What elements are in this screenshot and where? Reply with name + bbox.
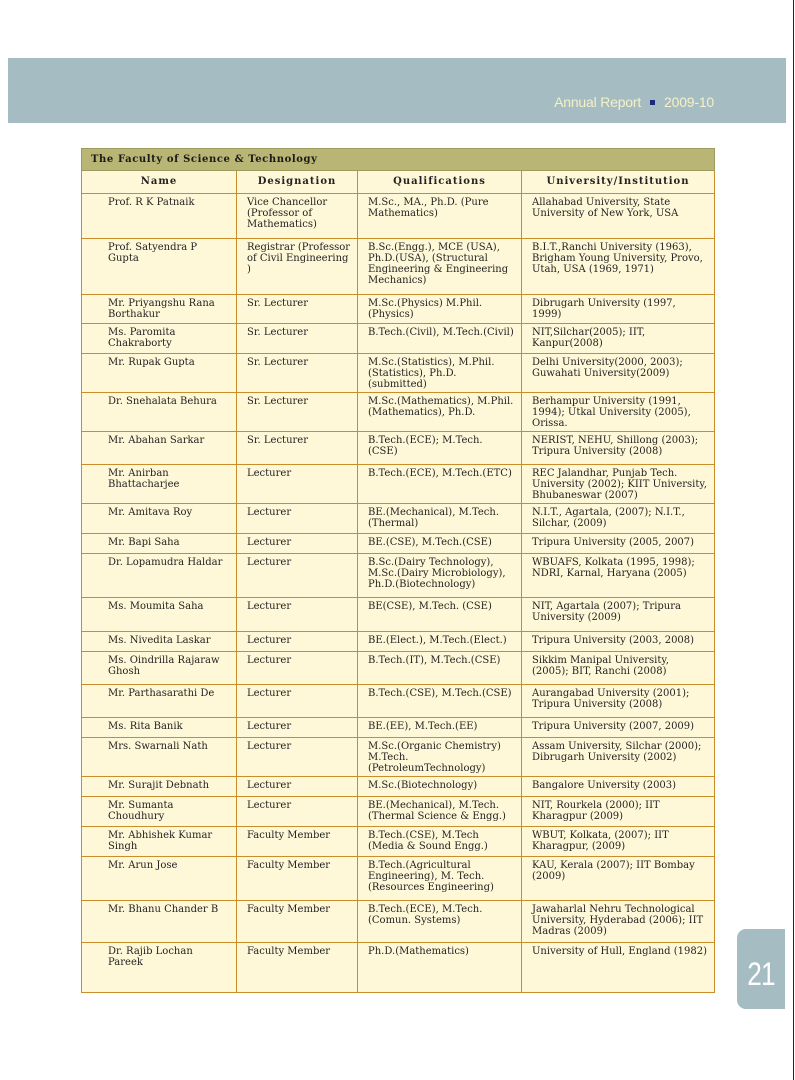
cell-name: Ms. Rita Banik — [82, 718, 237, 738]
cell-university: B.I.T.,Ranchi University (1963), Brigham Young University, Provo, Utah, USA (1969, 1971) — [522, 239, 715, 295]
table-row — [82, 738, 715, 777]
cell-designation: Lecturer — [237, 777, 358, 797]
header-band — [8, 58, 786, 123]
table-row — [82, 465, 715, 504]
table-row — [82, 797, 715, 827]
cell-designation: Lecturer — [237, 465, 358, 504]
cell-designation: Sr. Lecturer — [237, 354, 358, 393]
cell-name: Mr. Sumanta Choudhury — [82, 797, 237, 827]
cell-name: Mr. Bapi Saha — [82, 534, 237, 554]
cell-name: Mr. Rupak Gupta — [82, 354, 237, 393]
cell-qualifications: BE(CSE), M.Tech. (CSE) — [358, 598, 522, 632]
cell-university: NIT,Silchar(2005); IIT, Kanpur(2008) — [522, 324, 715, 354]
cell-qualifications: B.Tech.(CSE), M.Tech.(CSE) — [358, 685, 522, 718]
table-row — [82, 857, 715, 901]
cell-name: Mr. Abahan Sarkar — [82, 432, 237, 465]
cell-university: NIT, Rourkela (2000); IIT Kharagpur (2009) — [522, 797, 715, 827]
cell-name: Mr. Surajit Debnath — [82, 777, 237, 797]
table-row — [82, 295, 715, 324]
cell-name: Ms. Nivedita Laskar — [82, 632, 237, 652]
cell-qualifications: BE.(EE), M.Tech.(EE) — [358, 718, 522, 738]
table-row — [82, 239, 715, 295]
table-row — [82, 194, 715, 239]
cell-name: Mrs. Swarnali Nath — [82, 738, 237, 777]
cell-university: Delhi University(2000, 2003); Guwahati University(2009) — [522, 354, 715, 393]
cell-university: Tripura University (2007, 2009) — [522, 718, 715, 738]
cell-designation: Lecturer — [237, 797, 358, 827]
bullet-icon — [650, 100, 655, 105]
cell-qualifications: M.Sc., MA., Ph.D. (Pure Mathematics) — [358, 194, 522, 239]
cell-qualifications: B.Tech.(ECE), M.Tech.(ETC) — [358, 465, 522, 504]
cell-name: Mr. Parthasarathi De — [82, 685, 237, 718]
cell-university: WBUAFS, Kolkata (1995, 1998); NDRI, Karnal, Haryana (2005) — [522, 554, 715, 598]
faculty-table — [81, 148, 715, 993]
cell-designation: Sr. Lecturer — [237, 393, 358, 432]
table-row — [82, 324, 715, 354]
table-row — [82, 943, 715, 993]
cell-designation: Sr. Lecturer — [237, 324, 358, 354]
cell-qualifications: BE.(Elect.), M.Tech.(Elect.) — [358, 632, 522, 652]
cell-name: Prof. R K Patnaik — [82, 194, 237, 239]
cell-name: Dr. Rajib Lochan Pareek — [82, 943, 237, 993]
cell-university: University of Hull, England (1982) — [522, 943, 715, 993]
table-title: The Faculty of Science & Technology — [82, 149, 715, 171]
cell-designation: Lecturer — [237, 718, 358, 738]
cell-qualifications: B.Sc.(Dairy Technology), M.Sc.(Dairy Microbiology), Ph.D.(Biotechnology) — [358, 554, 522, 598]
cell-name: Mr. Priyangshu Rana Borthakur — [82, 295, 237, 324]
cell-designation: Sr. Lecturer — [237, 432, 358, 465]
cell-designation: Registrar (Professor of Civil Engineering ) — [237, 239, 358, 295]
column-header-university: University/Institution — [522, 171, 715, 194]
table-row — [82, 504, 715, 534]
table-row — [82, 432, 715, 465]
table-row — [82, 652, 715, 685]
cell-name: Ms. Moumita Saha — [82, 598, 237, 632]
table-row — [82, 534, 715, 554]
cell-qualifications: B.Tech.(Civil), M.Tech.(Civil) — [358, 324, 522, 354]
cell-designation: Vice Chancellor (Professor of Mathematics) — [237, 194, 358, 239]
cell-designation: Lecturer — [237, 652, 358, 685]
report-label — [554, 94, 714, 110]
cell-name: Mr. Arun Jose — [82, 857, 237, 901]
cell-qualifications: BE.(Mechanical), M.Tech. (Thermal Science & Engg.) — [358, 797, 522, 827]
table-row — [82, 901, 715, 943]
cell-university: Berhampur University (1991, 1994); Utkal University (2005), Orissa. — [522, 393, 715, 432]
cell-university: REC Jalandhar, Punjab Tech. University (2002); KIIT University, Bhubaneswar (2007) — [522, 465, 715, 504]
cell-designation: Lecturer — [237, 685, 358, 718]
table-row — [82, 632, 715, 652]
cell-qualifications: B.Tech.(ECE); M.Tech. (CSE) — [358, 432, 522, 465]
cell-qualifications: M.Sc.(Mathematics), M.Phil.(Mathematics), Ph.D. — [358, 393, 522, 432]
column-header-qualifications: Qualifications — [358, 171, 522, 194]
cell-university: Bangalore University (2003) — [522, 777, 715, 797]
cell-university: WBUT, Kolkata, (2007); IIT Kharagpur, (2009) — [522, 827, 715, 857]
cell-university: Jawaharlal Nehru Technological University, Hyderabad (2006); IIT Madras (2009) — [522, 901, 715, 943]
table-row — [82, 777, 715, 797]
cell-qualifications: M.Sc.(Biotechnology) — [358, 777, 522, 797]
cell-designation: Faculty Member — [237, 827, 358, 857]
column-header-designation: Designation — [237, 171, 358, 194]
cell-designation: Faculty Member — [237, 857, 358, 901]
cell-designation: Lecturer — [237, 504, 358, 534]
cell-qualifications: M.Sc.(Physics) M.Phil.(Physics) — [358, 295, 522, 324]
cell-university: NERIST, NEHU, Shillong (2003); Tripura University (2008) — [522, 432, 715, 465]
cell-name: Mr. Bhanu Chander B — [82, 901, 237, 943]
cell-university: Assam University, Silchar (2000); Dibrugarh University (2002) — [522, 738, 715, 777]
page-number: 21 — [747, 956, 775, 992]
cell-name: Mr. Anirban Bhattacharjee — [82, 465, 237, 504]
cell-designation: Lecturer — [237, 738, 358, 777]
cell-qualifications: B.Tech.(ECE), M.Tech. (Comun. Systems) — [358, 901, 522, 943]
cell-university: Aurangabad University (2001); Tripura University (2008) — [522, 685, 715, 718]
cell-name: Mr. Abhishek Kumar Singh — [82, 827, 237, 857]
table-row — [82, 354, 715, 393]
cell-university: KAU, Kerala (2007); IIT Bombay (2009) — [522, 857, 715, 901]
cell-qualifications: B.Sc.(Engg.), MCE (USA), Ph.D.(USA), (Structural Engineering & Engineering Mechanics) — [358, 239, 522, 295]
cell-qualifications: Ph.D.(Mathematics) — [358, 943, 522, 993]
cell-name: Mr. Amitava Roy — [82, 504, 237, 534]
table-row — [82, 598, 715, 632]
cell-qualifications: M.Sc.(Statistics), M.Phil. (Statistics), Ph.D. (submitted) — [358, 354, 522, 393]
cell-qualifications: B.Tech.(Agricultural Engineering), M. Tech. (Resources Engineering) — [358, 857, 522, 901]
cell-name: Ms. Oindrilla Rajaraw Ghosh — [82, 652, 237, 685]
cell-university: Sikkim Manipal University, (2005); BIT, Ranchi (2008) — [522, 652, 715, 685]
cell-designation: Lecturer — [237, 554, 358, 598]
table-row — [82, 393, 715, 432]
cell-designation: Faculty Member — [237, 901, 358, 943]
cell-name: Ms. Paromita Chakraborty — [82, 324, 237, 354]
table-body — [82, 194, 715, 993]
cell-university: Dibrugarh University (1997, 1999) — [522, 295, 715, 324]
cell-qualifications: M.Sc.(Organic Chemistry) M.Tech.(PetroleumTechnology) — [358, 738, 522, 777]
cell-qualifications: BE.(CSE), M.Tech.(CSE) — [358, 534, 522, 554]
cell-name: Prof. Satyendra P Gupta — [82, 239, 237, 295]
table-row — [82, 554, 715, 598]
cell-university: Allahabad University, State University of New York, USA — [522, 194, 715, 239]
table-title-row — [82, 149, 715, 171]
report-year: 2009-10 — [664, 94, 714, 110]
cell-university: N.I.T., Agartala, (2007); N.I.T., Silchar, (2009) — [522, 504, 715, 534]
cell-name: Dr. Lopamudra Haldar — [82, 554, 237, 598]
cell-designation: Lecturer — [237, 534, 358, 554]
cell-university: NIT, Agartala (2007); Tripura University (2009) — [522, 598, 715, 632]
cell-university: Tripura University (2005, 2007) — [522, 534, 715, 554]
cell-designation: Lecturer — [237, 632, 358, 652]
cell-qualifications: BE.(Mechanical), M.Tech.(Thermal) — [358, 504, 522, 534]
cell-designation: Lecturer — [237, 598, 358, 632]
table-header-row — [82, 171, 715, 194]
cell-designation: Faculty Member — [237, 943, 358, 993]
cell-qualifications: B.Tech.(IT), M.Tech.(CSE) — [358, 652, 522, 685]
page-edge-line — [793, 0, 794, 1080]
report-title: Annual Report — [554, 94, 642, 110]
cell-university: Tripura University (2003, 2008) — [522, 632, 715, 652]
table-row — [82, 685, 715, 718]
cell-designation: Sr. Lecturer — [237, 295, 358, 324]
cell-qualifications: B.Tech.(CSE), M.Tech (Media & Sound Engg.) — [358, 827, 522, 857]
cell-name: Dr. Snehalata Behura — [82, 393, 237, 432]
table-row — [82, 718, 715, 738]
column-header-name: Name — [82, 171, 237, 194]
table-row — [82, 827, 715, 857]
